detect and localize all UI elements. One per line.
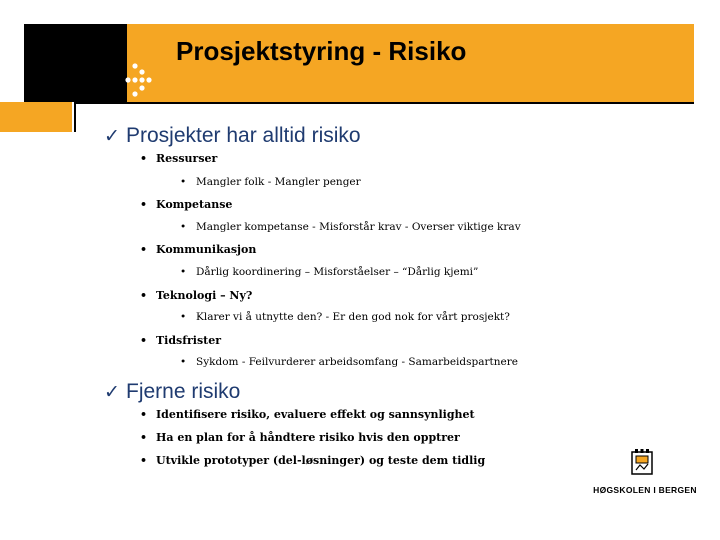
- checkmark-icon: ✓: [104, 126, 120, 147]
- section-heading-label: Fjerne risiko: [126, 380, 241, 403]
- bullet-icon: •: [140, 152, 148, 165]
- list-item-label: Kommunikasjon: [156, 243, 257, 256]
- checkmark-icon: ✓: [104, 382, 120, 403]
- list-item: [140, 431, 460, 444]
- header-divider-horizontal: [76, 102, 694, 104]
- section-heading-label: Prosjekter har alltid risiko: [126, 124, 361, 147]
- bullet-icon: •: [180, 356, 187, 368]
- list-subitem: [180, 221, 521, 233]
- list-item-label: Kompetanse: [156, 198, 233, 211]
- header-divider-vertical: [74, 102, 76, 132]
- bullet-icon: •: [180, 311, 187, 323]
- bullet-icon: •: [140, 408, 148, 421]
- bullet-icon: •: [140, 334, 148, 347]
- list-subitem: [180, 266, 478, 278]
- bullet-icon: •: [180, 266, 187, 278]
- list-item-label: Ressurser: [156, 152, 218, 165]
- list-item-label: Identifisere risiko, evaluere effekt og sannsynlighet: [156, 408, 475, 421]
- list-subitem: [180, 311, 510, 323]
- list-item: [140, 408, 475, 421]
- header-orange-tab: [0, 102, 72, 132]
- arrow-dots-icon: [118, 60, 158, 100]
- bullet-icon: •: [140, 243, 148, 256]
- list-item-label: Utvikle prototyper (del-løsninger) og teste dem tidlig: [156, 454, 486, 467]
- list-item: [140, 152, 217, 165]
- list-item-label: Teknologi – Ny?: [156, 289, 253, 302]
- school-logo-text: HØGSKOLEN I BERGEN: [593, 485, 697, 495]
- bullet-icon: •: [140, 198, 148, 211]
- list-subitem-label: Mangler kompetanse - Misforstår krav - Overser viktige krav: [196, 221, 521, 233]
- header-black-block: [24, 24, 127, 102]
- section-heading-mitigation: [104, 380, 240, 404]
- list-item-label: Tidsfrister: [156, 334, 222, 347]
- bullet-icon: •: [140, 289, 148, 302]
- list-subitem-label: Sykdom - Feilvurderer arbeidsomfang - Samarbeidspartnere: [196, 356, 518, 368]
- list-item-label: Ha en plan for å håndtere risiko hvis den opptrer: [156, 431, 460, 444]
- bullet-icon: •: [180, 221, 187, 233]
- bullet-icon: •: [140, 454, 148, 467]
- bullet-icon: •: [140, 431, 148, 444]
- list-item: [140, 454, 485, 467]
- list-item: [140, 198, 232, 211]
- list-item: [140, 243, 256, 256]
- section-heading-risks: [104, 124, 361, 148]
- list-subitem: [180, 356, 518, 368]
- bullet-icon: •: [180, 176, 187, 188]
- list-item: [140, 334, 221, 347]
- list-subitem: [180, 176, 361, 188]
- list-item: [140, 289, 252, 302]
- list-subitem-label: Dårlig koordinering – Misforståelser – “Dårlig kjemi”: [196, 266, 479, 278]
- list-subitem-label: Klarer vi å utnytte den? - Er den god nok for vårt prosjekt?: [196, 311, 510, 323]
- school-logo: [590, 448, 700, 508]
- list-subitem-label: Mangler folk - Mangler penger: [196, 176, 361, 188]
- school-crest-icon: [630, 448, 654, 476]
- page-title: Prosjektstyring - Risiko: [176, 36, 467, 66]
